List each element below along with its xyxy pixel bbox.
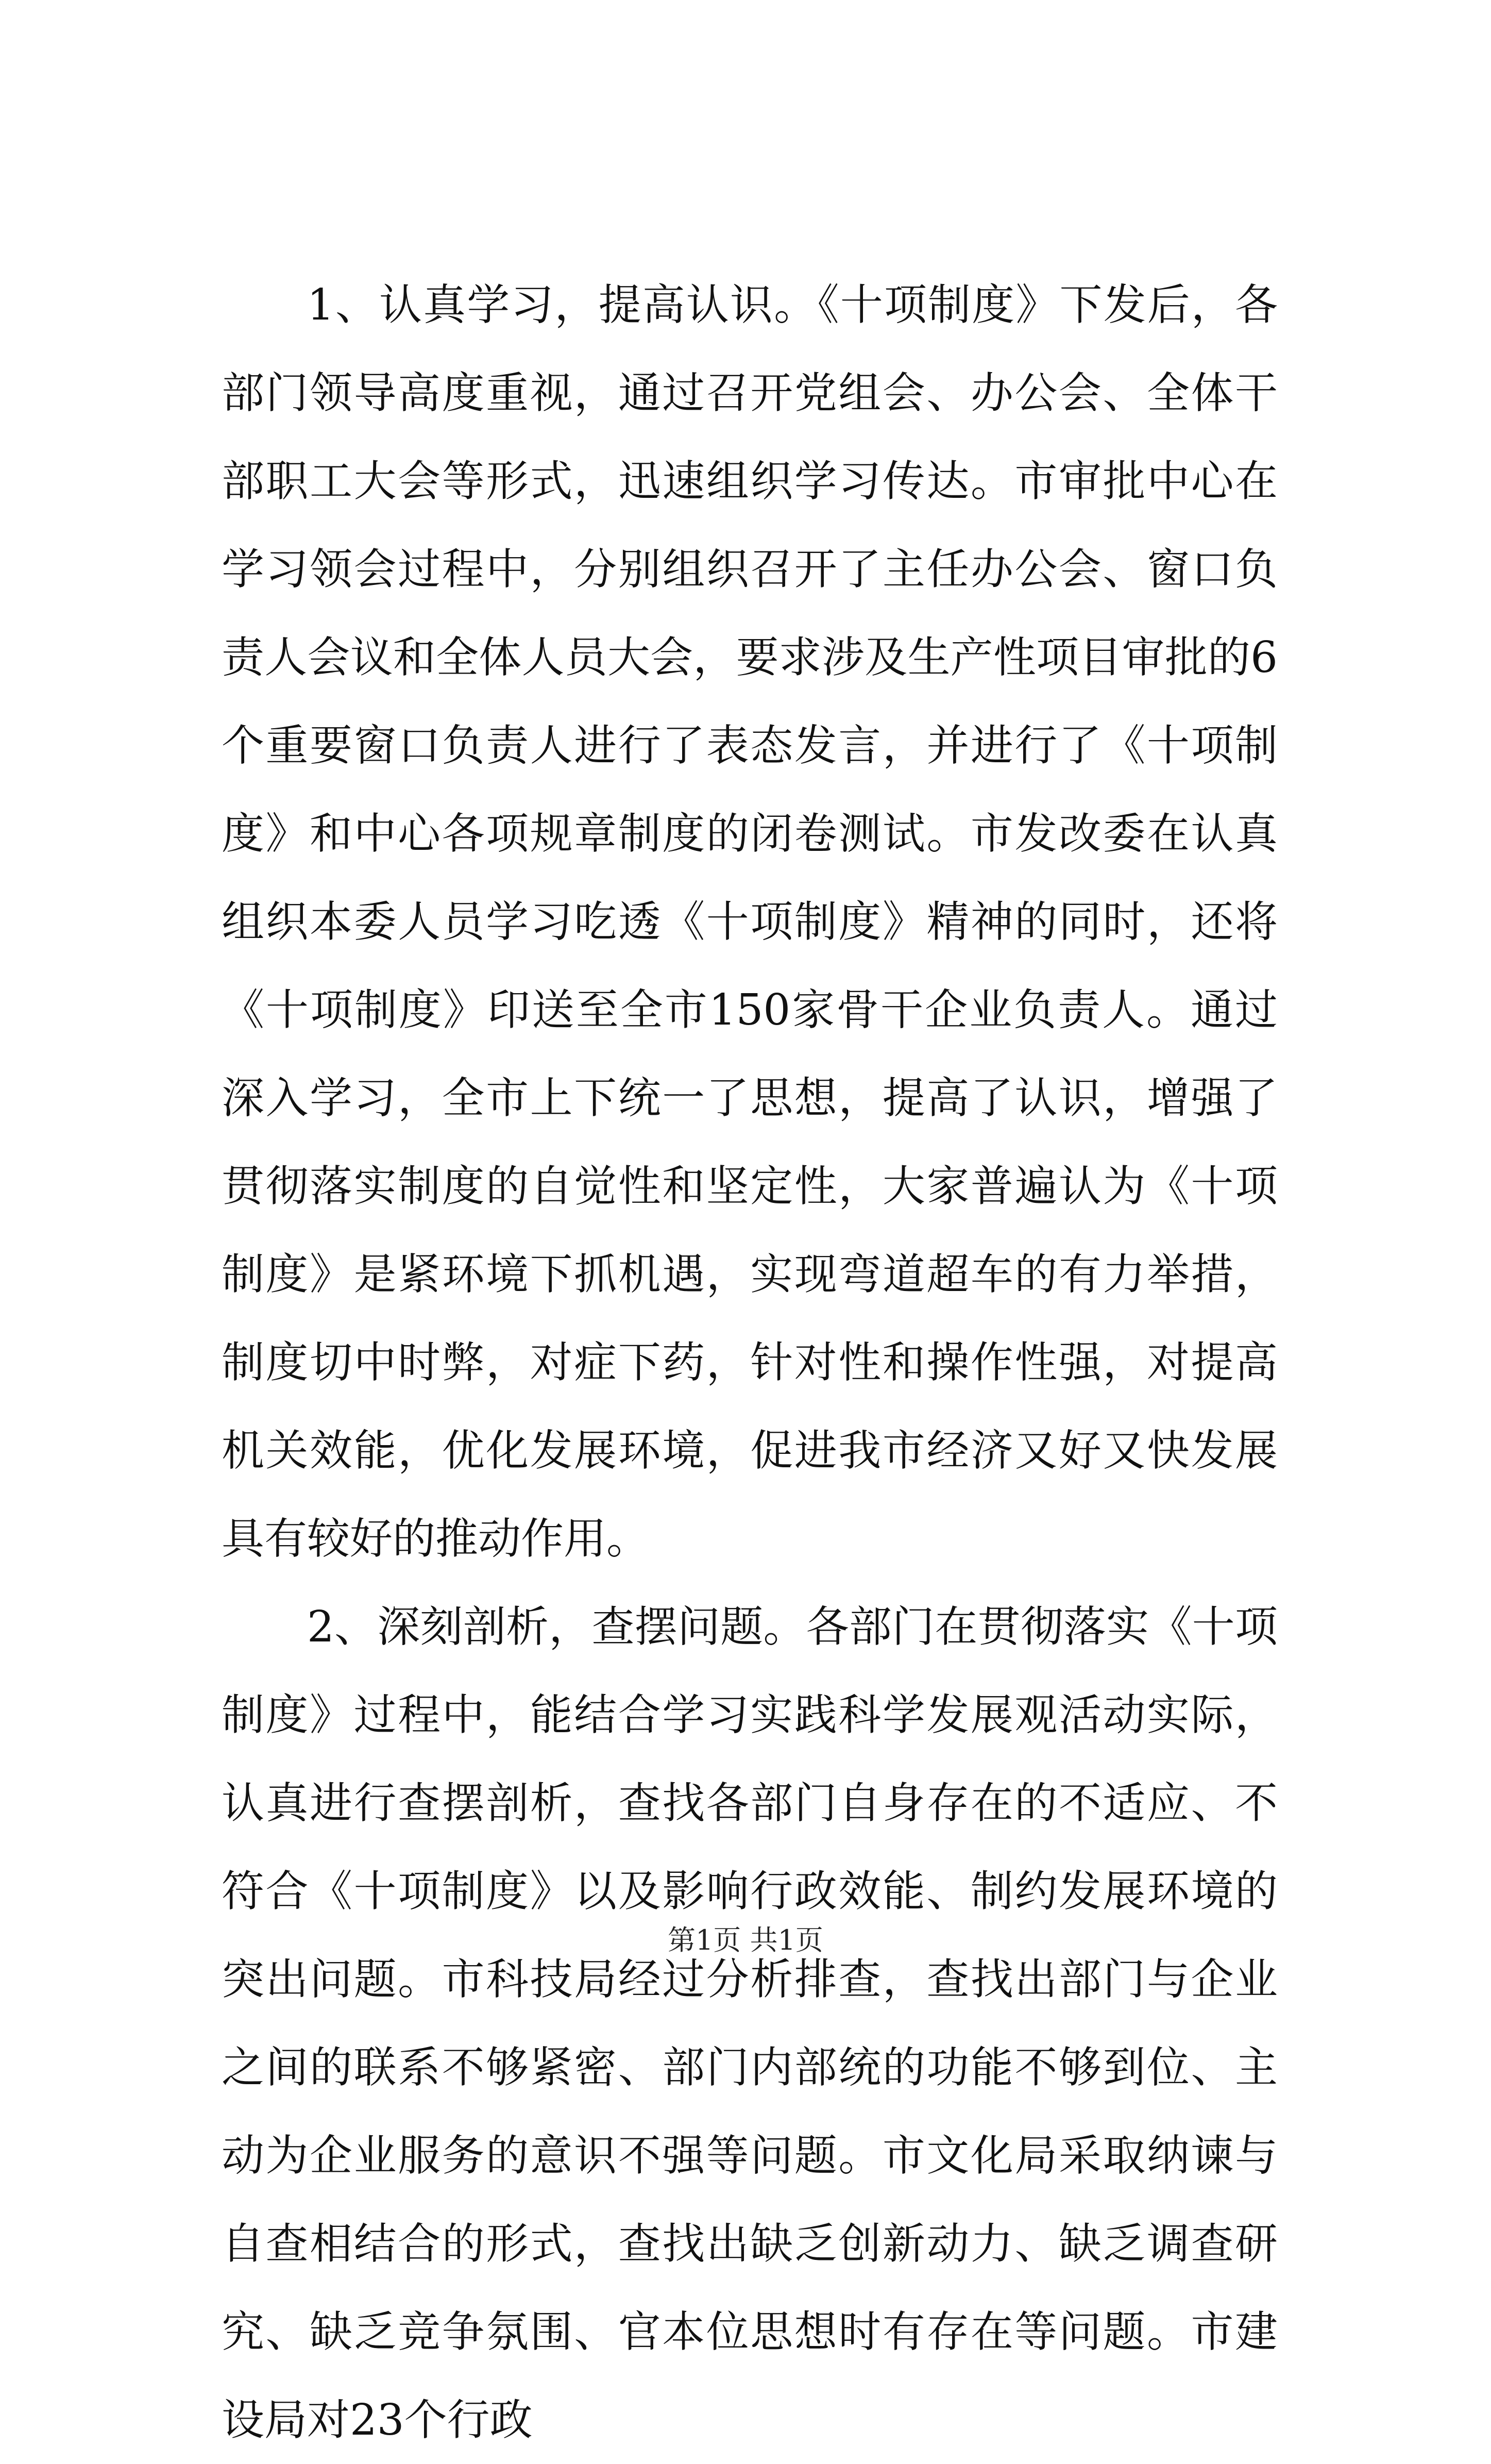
paragraph-1: 1、认真学习，提高认识。《十项制度》下发后，各部门领导高度重视，通过召开党组会、办公会、全体干部职工大会等形式，迅速组织学习传达。市审批中心在学习领会过程中，分别组织召开了主任办公会、窗口负责人会议和全体人员大会，要求涉及生产性项目审批的6个重要窗口负责人进行了表态发言，并进行了《十项制度》和中心各项规章制度的闭卷测试。市发改委在认真组织本委人员学习吃透《十项制度》精神的同时，还将《十项制度》印送至全市150家骨干企业负责人。通过深入学习，全市上下统一了思想，提高了认识，增强了贯彻落实制度的自觉性和坚定性，大家普遍认为《十项制度》是紧环境下抓机遇，实现弯道超车的有力举措，制度切中时弊，对症下药，针对性和操作性强，对提高机关效能，优化发展环境，促进我市经济又好又快发展具有较好的推动作用。 xyxy=(222,280,1278,1564)
paragraph-2: 2、深刻剖析，查摆问题。各部门在贯彻落实《十项制度》过程中，能结合学习实践科学发展观活动实际，认真进行查摆剖析，查找各部门自身存在的不适应、不符合《十项制度》以及影响行政效能、制约发展环境的突出问题。市科技局经过分析排查，查找出部门与企业之间的联系不够紧密、部门内部统的功能不够到位、主动为企业服务的意识不强等问题。市文化局采取纳谏与自查相结合的形式，查找出缺乏创新动力、缺乏调查研究、缺乏竞争氛围、官本位思想时有存在等问题。市建设局对23个行政 xyxy=(222,1602,1278,2445)
document-body xyxy=(222,261,1278,2464)
page-number-footer: 第1页 共1页 xyxy=(668,1924,823,1956)
